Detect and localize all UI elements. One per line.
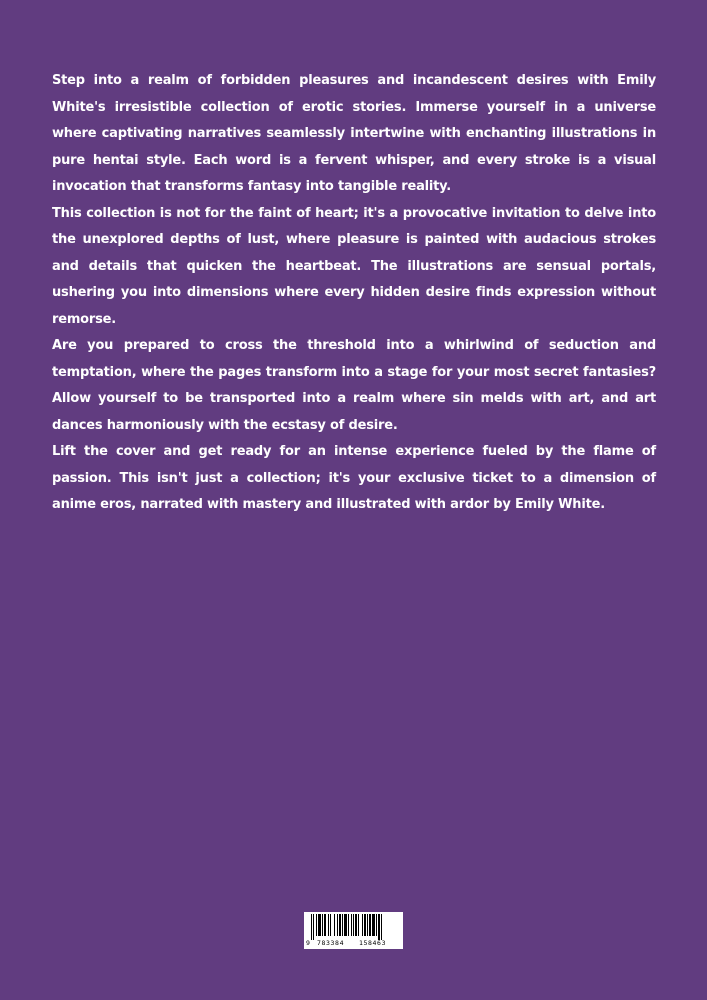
barcode-bars xyxy=(304,912,403,940)
blurb-paragraph-2: This collection is not for the faint of heart; it's a provocative invitation to delve into the unexplored depths of lust, where pleasure is painted with audacious strokes and details that quicken the heartbeat. The illustrations are sensual portals, ushering you into dimensions where every hidden desire finds expression without remorse. xyxy=(52,205,656,327)
isbn-number xyxy=(306,939,401,948)
isbn-left-group: 783384 xyxy=(317,939,345,947)
blurb-text xyxy=(52,68,656,519)
blurb-paragraph-4: Lift the cover and get ready for an intense experience fueled by the flame of passion. This isn't just a collection; it's your exclusive ticket to a dimension of anime eros, narrated with mastery and illustrated with ardor by Emily White. xyxy=(52,444,656,512)
isbn-barcode xyxy=(304,912,403,949)
blurb-paragraph-3: Are you prepared to cross the threshold into a whirlwind of seduction and temptation, where the pages transform into a stage for your most secret fantasies? Allow yourself to be transported into a realm where sin melds with art, and art dances harmoniously with the ecstasy of desire. xyxy=(52,338,656,433)
isbn-lead-digit: 9 xyxy=(306,939,310,947)
isbn-right-group: 158463 xyxy=(359,939,387,947)
blurb-paragraph-1: Step into a realm of forbidden pleasures and incandescent desires with Emily White's irresistible collection of erotic stories. Immerse yourself in a universe where captivating narratives seamlessly intertwine with enchanting illustrations in pure hentai style. Each word is a fervent whisper, and every stroke is a visual invocation that transforms fantasy into tangible reality. xyxy=(52,73,656,194)
